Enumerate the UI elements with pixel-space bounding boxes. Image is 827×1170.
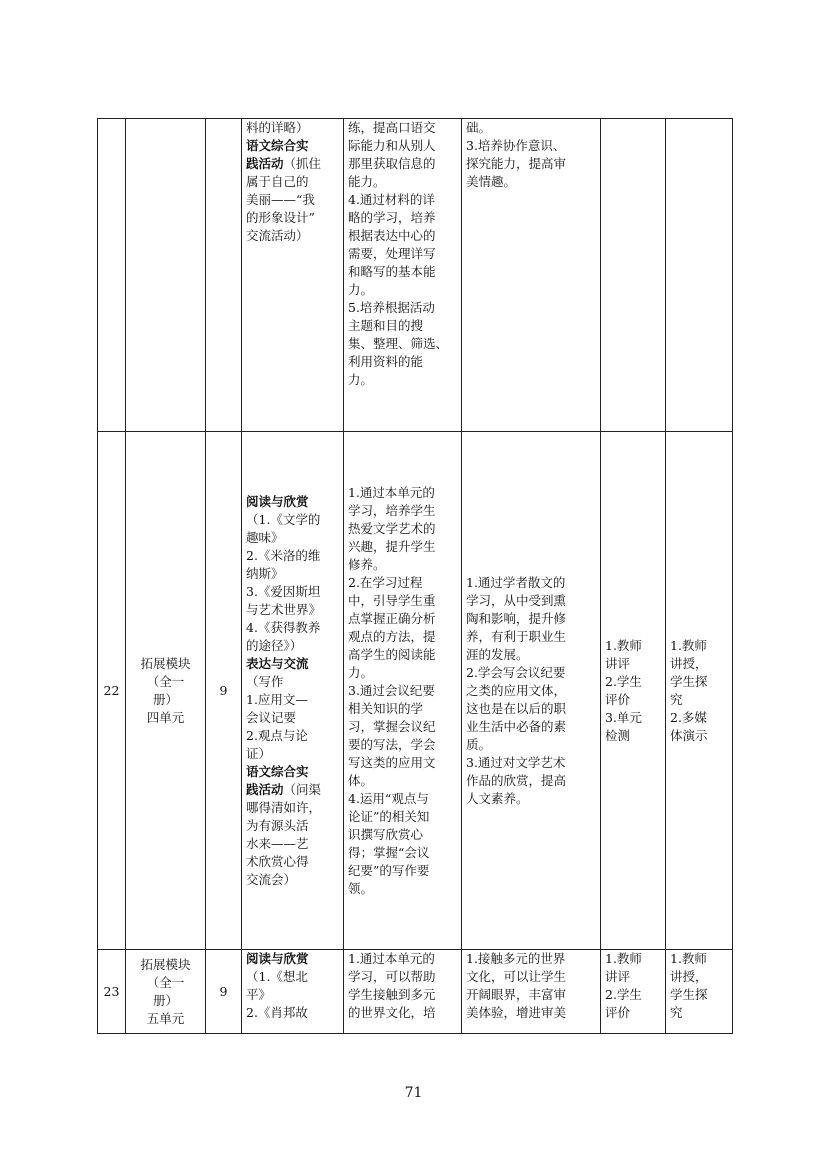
section-heading: 阅读与欣赏 [246,951,309,966]
page-number: 71 [404,1085,423,1101]
cell-line [246,799,339,817]
cell-line: 利用资料的能 [348,354,424,369]
cell-line [246,709,339,727]
cell-line: 1.教师 [605,951,642,966]
cell-line [246,529,339,547]
line-text: （问渠 [283,781,322,797]
cell-line [246,835,339,853]
cell-line [246,583,339,601]
cell-line [246,119,339,137]
line-text: 证） [246,745,272,761]
line-text: 美丽——“我 [246,192,315,207]
section-heading: 表达与交流 [246,655,309,671]
cell-line: 体演示 [670,727,708,743]
line-text: 与艺术世界》 [246,601,322,617]
cell-line [246,817,339,835]
line-text: 为有源头活 [246,817,309,833]
hours-cell: 9 [206,950,242,1034]
cell-line: 4.通过材料的详 [348,192,435,207]
cell-line [246,511,339,529]
cell-line: 拓展模块 [140,956,191,972]
line-text: 交流活动） [246,228,309,243]
cell-line: 和略写的基本能 [348,264,436,279]
cell-line: 需要，处理详写 [348,246,436,261]
cell-line: 1.接触多元的世界 [466,951,566,966]
line-text: 1.应用文— [246,691,308,707]
cell-line: 识撰写欣赏心 [348,826,424,842]
line-text: 水来——艺 [246,835,309,851]
cell-line: 册） [152,691,178,707]
cell-line: 相关知识的学 [348,700,424,716]
cell-line: 1.通过学者散文的 [466,574,566,590]
cell-line: 3.单元 [605,709,642,725]
cell-line: 讲授， [670,969,708,984]
cell-line [246,763,339,781]
cell-line [246,727,339,745]
line-text: （1.《文学的 [246,511,321,527]
cell-line: 集、整理、筛选、 [348,336,449,351]
cell-line [246,227,339,245]
cell-line [246,745,339,763]
cell-line [246,871,339,889]
line-text: 哪得清如许， [246,799,322,815]
section-heading: 语文综合实 [246,763,309,779]
assessment-cell [601,119,666,432]
cell-line: 讲评 [605,969,631,984]
cell-line: 讲授， [670,655,708,671]
cell-line: 体。 [348,772,374,788]
cell-line: 领。 [348,880,374,896]
cell-line: 论证”的相关知 [348,808,430,824]
quality-cell [462,119,601,432]
quality-cell [462,950,601,1034]
cell-line: 文化，可以让学生 [466,969,567,984]
section-heading: 践活动 [246,156,284,171]
line-text: 4.《获得教养 [246,619,321,635]
module-cell [126,432,206,950]
cell-line: 质。 [466,736,492,752]
hours-cell: 9 [206,432,242,950]
module-cell [126,950,206,1034]
line-text: 趣味》 [246,529,284,545]
line-text: 的形象设计” [246,210,315,225]
cell-line: 要的写法，学会 [348,736,436,752]
goals-cell [344,950,462,1034]
cell-line: 拓展模块 [140,655,191,671]
cell-line: 评价 [605,691,631,707]
module-cell [126,119,206,432]
hours-cell [206,119,242,432]
line-text: 2.《米洛的维 [246,547,321,563]
section-heading: 践活动 [246,781,284,797]
cell-line: 兴趣，提升学生 [348,538,436,554]
cell-line: 2.学生 [605,987,642,1002]
cell-line: 涯的发展。 [466,646,529,662]
line-text: （抓住 [283,156,322,171]
cell-line: 美情趣。 [466,174,517,189]
cell-line [246,655,339,673]
line-text: 的途径》） [246,637,303,653]
cell-line: 这也是在以后的职 [466,700,567,716]
cell-line [246,673,339,691]
cell-line: 1.教师 [605,637,642,653]
row-number [98,119,126,432]
cell-line: 陶和影响，提升修 [466,610,567,626]
cell-line: 练，提高口语交 [348,120,436,135]
cell-line: 学习，培养学生 [348,502,436,518]
cell-line: 究 [670,1005,683,1020]
cell-line [246,853,339,871]
cell-line: 3.培养协作意识、 [466,138,566,153]
cell-line: 册） [152,992,178,1008]
cell-line: 根据表达中心的 [348,228,436,243]
content-cell [242,119,344,432]
cell-line [246,173,339,191]
cell-line: 作品的欣赏，提高 [466,772,567,788]
cell-line [246,637,339,655]
cell-line [246,986,339,1004]
cell-line: 5.培养根据活动 [348,300,435,315]
cell-line: 2.多媒 [670,709,707,725]
cell-line: 高学生的阅读能 [348,646,436,662]
cell-line: 那里获取信息的 [348,156,436,171]
cell-line: 础。 [466,120,492,135]
cell-line [246,137,339,155]
line-text: 属于自己的 [246,174,309,189]
cell-line: 1.教师 [670,951,707,966]
cell-line [246,781,339,799]
cell-line: 五单元 [146,1010,185,1026]
cell-line: （全一 [146,673,185,689]
cell-line: 学习，从中受到熏 [466,592,567,608]
cell-line: 热爱文学艺术的 [348,520,436,536]
line-text: （1.《想北 [246,969,308,984]
cell-line [246,565,339,583]
cell-line: 写这类的应用文 [348,754,436,770]
cell-line: 2.学生 [605,673,642,689]
table-row [98,950,733,1034]
content-cell [242,432,344,950]
cell-line: 能力。 [348,174,386,189]
cell-line: 探究能力，提高审 [466,156,567,171]
cell-line: 2.在学习过程 [348,574,423,590]
cell-line: 3.通过会议纪要 [348,682,435,698]
goals-cell [344,432,462,950]
cell-line: 观点的方法，提 [348,628,436,644]
cell-line [246,691,339,709]
goals-cell [344,119,462,432]
cell-line: 修养。 [348,556,386,572]
cell-line: 3.通过对文学艺术 [466,754,566,770]
line-text: 术欣赏心得 [246,853,309,869]
cell-line: 纪要”的写作要 [348,862,430,878]
cell-line [246,493,339,511]
cell-line: 4.运用“观点与 [348,790,429,806]
cell-line: 得；掌握“会议 [348,844,430,860]
cell-line: 讲评 [605,655,631,671]
section-heading: 阅读与欣赏 [246,493,309,509]
cell-line: 力。 [348,664,374,680]
cell-line [246,209,339,227]
cell-line: （全一 [146,974,185,990]
cell-line [246,968,339,986]
cell-line [246,191,339,209]
line-text: 料的详略） [246,120,309,135]
cell-line: 养，有利于职业生 [466,628,567,644]
cell-line: 人文素养。 [466,790,529,806]
line-text: （写作 [246,673,284,689]
cell-line: 中，引导学生重 [348,592,436,608]
line-text: 平》 [246,987,272,1002]
cell-line: 力。 [348,372,374,387]
line-text: 纳斯》 [246,565,284,581]
course-plan-table [97,118,733,1034]
cell-line: 学生探 [670,673,708,689]
table-body [98,119,733,1034]
cell-line [246,950,339,968]
content-cell [242,950,344,1034]
cell-line [246,601,339,619]
cell-line: 学生接触到多元 [348,987,436,1002]
cell-line [246,619,339,637]
cell-line: 习，掌握会议纪 [348,718,436,734]
quality-cell [462,432,601,950]
cell-line: 力。 [348,282,374,297]
cell-line: 际能力和从别人 [348,138,436,153]
cell-line [246,155,339,173]
cell-line: 四单元 [146,709,185,725]
table-row [98,119,733,432]
cell-line: 开阔眼界，丰富审 [466,987,567,1002]
cell-line: 学习，可以帮助 [348,969,436,984]
table-row [98,432,733,950]
cell-line: 点掌握正确分析 [348,610,436,626]
cell-line: 之类的应用文体， [466,682,567,698]
line-text: 2.观点与论 [246,727,308,743]
cell-line: 略的学习，培养 [348,210,436,225]
method-cell [666,950,733,1034]
section-heading: 语文综合实 [246,138,309,153]
assessment-cell [601,950,666,1034]
line-text: 会议记要 [246,709,297,725]
cell-line: 检测 [605,727,631,743]
line-text: 交流会） [246,871,297,887]
cell-line: 的世界文化，培 [348,1005,436,1020]
row-number: 23 [98,950,126,1034]
cell-line [246,547,339,565]
cell-line: 业生活中必备的素 [466,718,567,734]
cell-line: 主题和目的搜 [348,318,424,333]
cell-line: 1.教师 [670,637,707,653]
cell-line: 2.学会写会议纪要 [466,664,566,680]
method-cell [666,119,733,432]
line-text: 2.《肖邦故 [246,1005,308,1020]
cell-line: 学生探 [670,987,708,1002]
method-cell [666,432,733,950]
row-number: 22 [98,432,126,950]
assessment-cell [601,432,666,950]
cell-line: 1.通过本单元的 [348,951,435,966]
cell-line: 1.通过本单元的 [348,484,435,500]
cell-line [246,1004,339,1022]
line-text: 3.《爱因斯坦 [246,583,321,599]
cell-line: 评价 [605,1005,631,1020]
cell-line: 究 [670,691,683,707]
cell-line: 美体验，增进审美 [466,1005,567,1020]
